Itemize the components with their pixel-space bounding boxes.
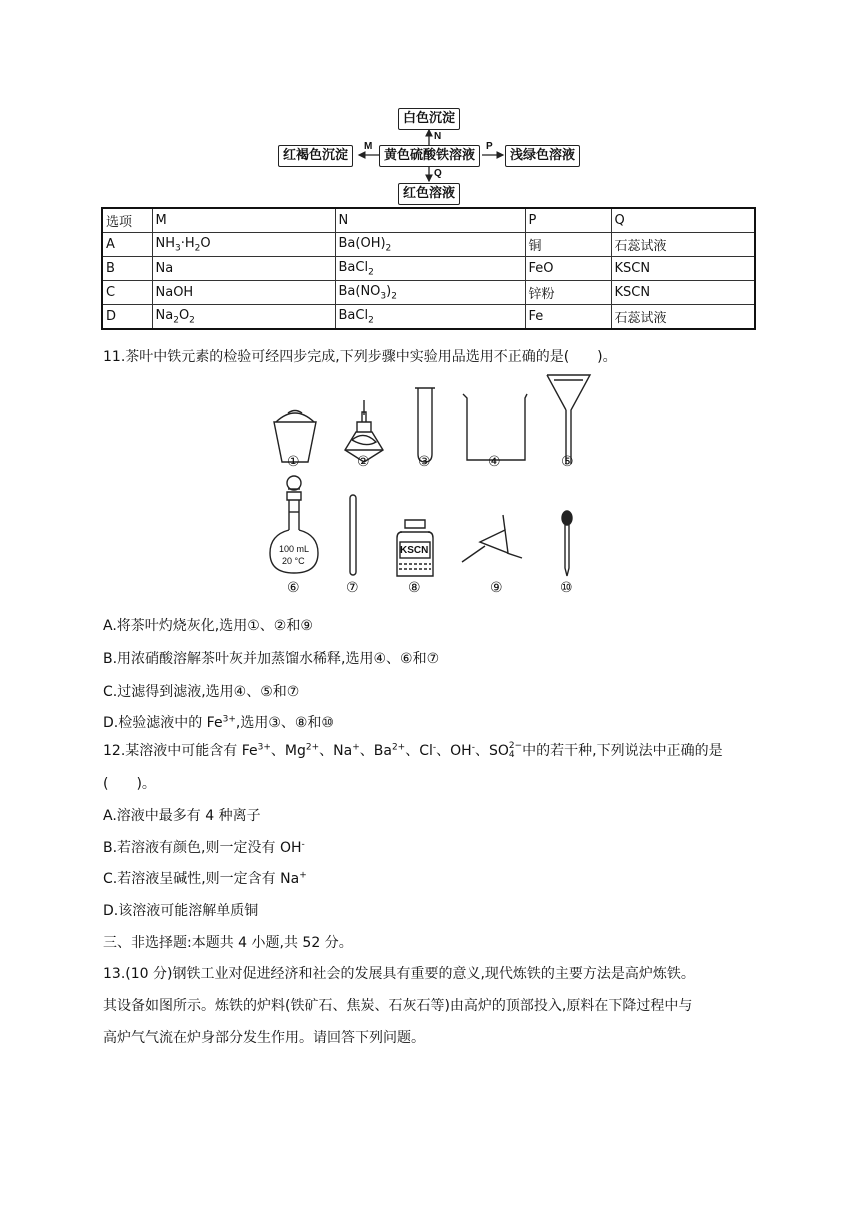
q11-stem: 11.茶叶中铁元素的检验可经四步完成,下列步骤中实验用品选用不正确的是( )。: [103, 349, 617, 365]
apparatus-label-3: ③: [418, 454, 431, 470]
header-n: N: [335, 208, 525, 233]
cell-p: Fe: [525, 305, 611, 330]
apparatus-label-5: ⑤: [561, 454, 574, 470]
header-p: P: [525, 208, 611, 233]
cell-n: $Ba(NO_3)_2$: [335, 281, 525, 305]
label-p: P: [486, 141, 493, 152]
cell-option: C: [102, 281, 152, 305]
cell-q: 石蕊试液: [611, 233, 755, 257]
table-header-row: [102, 208, 755, 233]
cell-q: KSCN: [611, 257, 755, 281]
apparatus-label-8: ⑧: [408, 580, 421, 596]
options-table: [101, 207, 756, 330]
table-row: [102, 257, 755, 281]
box-red-brown-precipitate: 红褐色沉淀: [278, 145, 353, 167]
q11-option-a: A.将茶叶灼烧灰化,选用①、②和⑨: [103, 618, 313, 634]
cell-n: $Ba(OH)_2$: [335, 233, 525, 257]
table-row: [102, 305, 755, 330]
apparatus-label-7: ⑦: [346, 580, 359, 596]
cell-n: BaCl$_2$: [335, 305, 525, 330]
cell-option: B: [102, 257, 152, 281]
q12-stem: 12.某溶液中可能含有 $Fe^{3+}$、$Mg^{2+}$、Na+、$Ba^{2+}$、Cl-、OH-、SO2− 4 中的若干种,下列说法中正确的是: [103, 741, 723, 760]
apparatus-label-10: ⑩: [560, 580, 573, 596]
q11-option-d: D.检验滤液中的 $Fe^{3+}$,选用③、⑧和⑩: [103, 714, 334, 731]
q12-stem-cont: ( )。: [103, 776, 156, 792]
glass-rod-icon: [350, 495, 356, 575]
box-light-green-solution: 浅绿色溶液: [505, 145, 580, 167]
funnel-icon: [547, 375, 590, 464]
cell-option: D: [102, 305, 152, 330]
apparatus-label-1: ①: [287, 454, 300, 470]
flask-volume-label: 100 mL: [279, 544, 310, 554]
header-q: Q: [611, 208, 755, 233]
q11-option-b: B.用浓硝酸溶解茶叶灰并加蒸馏水稀释,选用④、⑥和⑦: [103, 651, 440, 667]
diagram-arrows: [0, 0, 860, 210]
q13-line-2: 其设备如图所示。炼铁的炉料(铁矿石、焦炭、石灰石等)由高炉的顶部投入,原料在下降过程中与: [103, 998, 693, 1014]
cell-q: KSCN: [611, 281, 755, 305]
cell-p: 锌粉: [525, 281, 611, 305]
alcohol-lamp-icon: [345, 400, 383, 462]
apparatus-label-2: ②: [357, 454, 370, 470]
label-q: Q: [434, 168, 442, 179]
header-option: 选项: [102, 208, 152, 233]
header-m: M: [152, 208, 335, 233]
cell-p: FeO: [525, 257, 611, 281]
box-white-precipitate: 白色沉淀: [398, 108, 460, 130]
apparatus-figure: [0, 370, 860, 610]
apparatus-label-6: ⑥: [287, 580, 300, 596]
cell-q: 石蕊试液: [611, 305, 755, 330]
box-yellow-ferric-sulfate: 黄色硫酸铁溶液: [379, 145, 480, 167]
cell-p: 铜: [525, 233, 611, 257]
q13-line-1: 13.(10 分)钢铁工业对促进经济和社会的发展具有重要的意义,现代炼铁的主要方法是高炉炼铁。: [103, 966, 695, 982]
box-red-solution: 红色溶液: [398, 183, 460, 205]
label-m: M: [364, 141, 373, 152]
test-tube-icon: [415, 388, 435, 462]
cell-option: A: [102, 233, 152, 257]
flask-temp-label: 20 °C: [282, 556, 305, 566]
q12-option-c: C.若溶液呈碱性,则一定含有 Na+: [103, 870, 307, 887]
dropper-icon: [562, 511, 572, 576]
cell-m: NaOH: [152, 281, 335, 305]
table-row: [102, 281, 755, 305]
cell-m: $Na_2O_2$: [152, 305, 335, 330]
table-row: [102, 233, 755, 257]
kscn-bottle-label: KSCN: [400, 545, 429, 556]
label-n: N: [434, 131, 442, 142]
cell-m: $NH_3\cdot H_2O$: [152, 233, 335, 257]
q11-option-c: C.过滤得到滤液,选用④、⑤和⑦: [103, 684, 300, 700]
cell-n: BaCl$_2$: [335, 257, 525, 281]
apparatus-label-9: ⑨: [490, 580, 503, 596]
cell-m: Na: [152, 257, 335, 281]
q12-option-b: B.若溶液有颜色,则一定没有 OH-: [103, 839, 305, 856]
clay-triangle-icon: [462, 515, 522, 562]
q12-option-d: D.该溶液可能溶解单质铜: [103, 903, 259, 919]
q13-line-3: 高炉气气流在炉身部分发生作用。请回答下列问题。: [103, 1030, 425, 1046]
section-title: 三、非选择题:本题共 4 小题,共 52 分。: [103, 935, 353, 951]
q12-option-a: A.溶液中最多有 4 种离子: [103, 808, 261, 824]
beaker-icon: [463, 394, 527, 460]
apparatus-label-4: ④: [488, 454, 501, 470]
